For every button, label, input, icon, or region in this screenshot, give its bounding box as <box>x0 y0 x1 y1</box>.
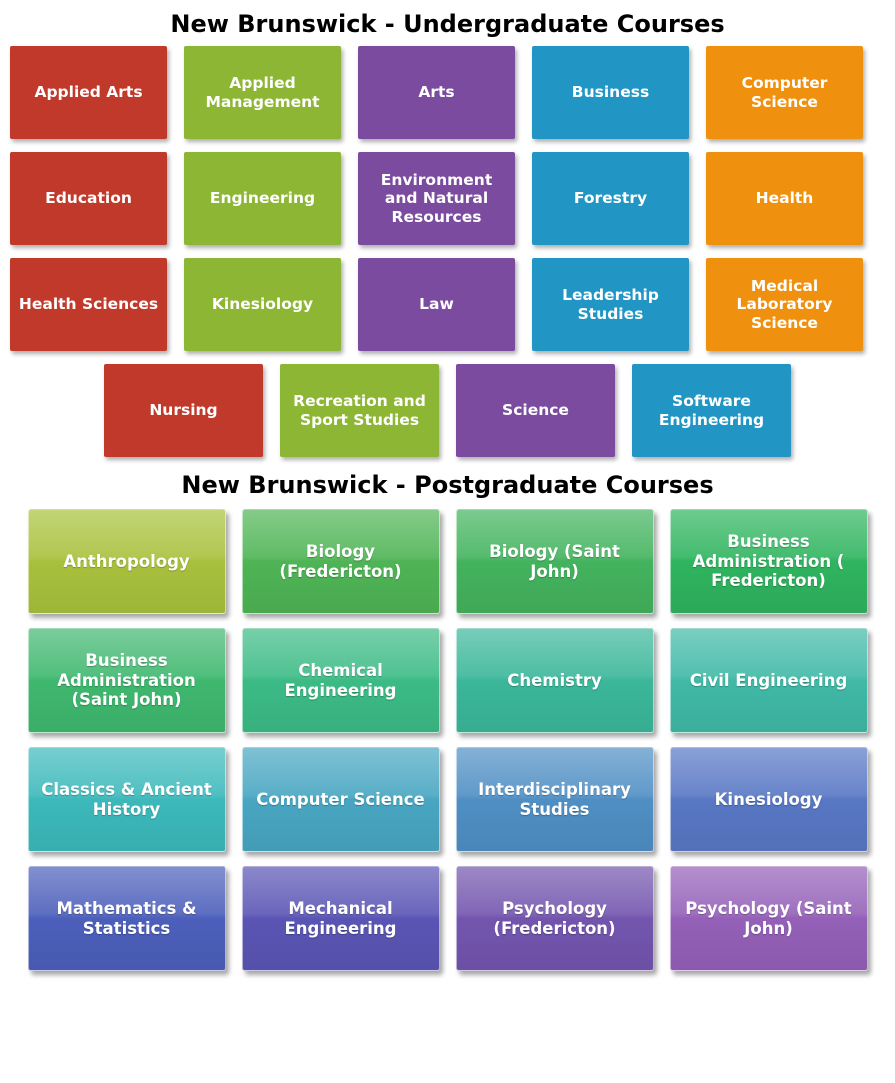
postgraduate-row <box>18 866 878 971</box>
course-tile-forestry[interactable]: Forestry <box>532 152 689 245</box>
course-tile-psychology-saint-john[interactable]: Psychology (Saint John) <box>670 866 868 971</box>
undergraduate-row <box>10 152 885 245</box>
postgraduate-grid <box>18 509 878 971</box>
undergraduate-section-title: New Brunswick - Undergraduate Courses <box>170 10 725 38</box>
course-tile-psychology-fredericton[interactable]: Psychology (Fredericton) <box>456 866 654 971</box>
undergraduate-grid <box>10 46 885 457</box>
course-tile-education[interactable]: Education <box>10 152 167 245</box>
postgraduate-row <box>18 509 878 614</box>
course-tile-health[interactable]: Health <box>706 152 863 245</box>
course-tile-nursing[interactable]: Nursing <box>104 364 263 457</box>
courses-diagram <box>0 10 895 1083</box>
course-tile-recreation-and-sport-studies[interactable]: Recreation and Sport Studies <box>280 364 439 457</box>
course-tile-leadership-studies[interactable]: Leadership Studies <box>532 258 689 351</box>
course-tile-classics-and-ancient-history[interactable]: Classics & Ancient History <box>28 747 226 852</box>
course-tile-applied-management[interactable]: Applied Management <box>184 46 341 139</box>
course-tile-law[interactable]: Law <box>358 258 515 351</box>
course-tile-health-sciences[interactable]: Health Sciences <box>10 258 167 351</box>
course-tile-business-administration-saint-john[interactable]: Business Administration (Saint John) <box>28 628 226 733</box>
undergraduate-row <box>10 364 885 457</box>
course-tile-computer-science-pg[interactable]: Computer Science <box>242 747 440 852</box>
course-tile-computer-science[interactable]: Computer Science <box>706 46 863 139</box>
course-tile-environment-and-natural-resources[interactable]: Environment and Natural Resources <box>358 152 515 245</box>
course-tile-chemistry[interactable]: Chemistry <box>456 628 654 733</box>
course-tile-arts[interactable]: Arts <box>358 46 515 139</box>
postgraduate-row <box>18 628 878 733</box>
course-tile-anthropology[interactable]: Anthropology <box>28 509 226 614</box>
course-tile-chemical-engineering[interactable]: Chemical Engineering <box>242 628 440 733</box>
postgraduate-row <box>18 747 878 852</box>
course-tile-engineering[interactable]: Engineering <box>184 152 341 245</box>
course-tile-mathematics-and-statistics[interactable]: Mathematics & Statistics <box>28 866 226 971</box>
course-tile-business-administration-fredericton[interactable]: Business Administration ( Fredericton) <box>670 509 868 614</box>
course-tile-kinesiology-pg[interactable]: Kinesiology <box>670 747 868 852</box>
course-tile-mechanical-engineering[interactable]: Mechanical Engineering <box>242 866 440 971</box>
course-tile-software-engineering[interactable]: Software Engineering <box>632 364 791 457</box>
course-tile-civil-engineering[interactable]: Civil Engineering <box>670 628 868 733</box>
course-tile-medical-laboratory-science[interactable]: Medical Laboratory Science <box>706 258 863 351</box>
course-tile-interdisciplinary-studies[interactable]: Interdisciplinary Studies <box>456 747 654 852</box>
course-tile-biology-saint-john[interactable]: Biology (Saint John) <box>456 509 654 614</box>
undergraduate-row <box>10 46 885 139</box>
course-tile-business[interactable]: Business <box>532 46 689 139</box>
postgraduate-section-title: New Brunswick - Postgraduate Courses <box>181 471 714 499</box>
course-tile-kinesiology[interactable]: Kinesiology <box>184 258 341 351</box>
undergraduate-row <box>10 258 885 351</box>
course-tile-biology-fredericton[interactable]: Biology (Fredericton) <box>242 509 440 614</box>
course-tile-science[interactable]: Science <box>456 364 615 457</box>
course-tile-applied-arts[interactable]: Applied Arts <box>10 46 167 139</box>
